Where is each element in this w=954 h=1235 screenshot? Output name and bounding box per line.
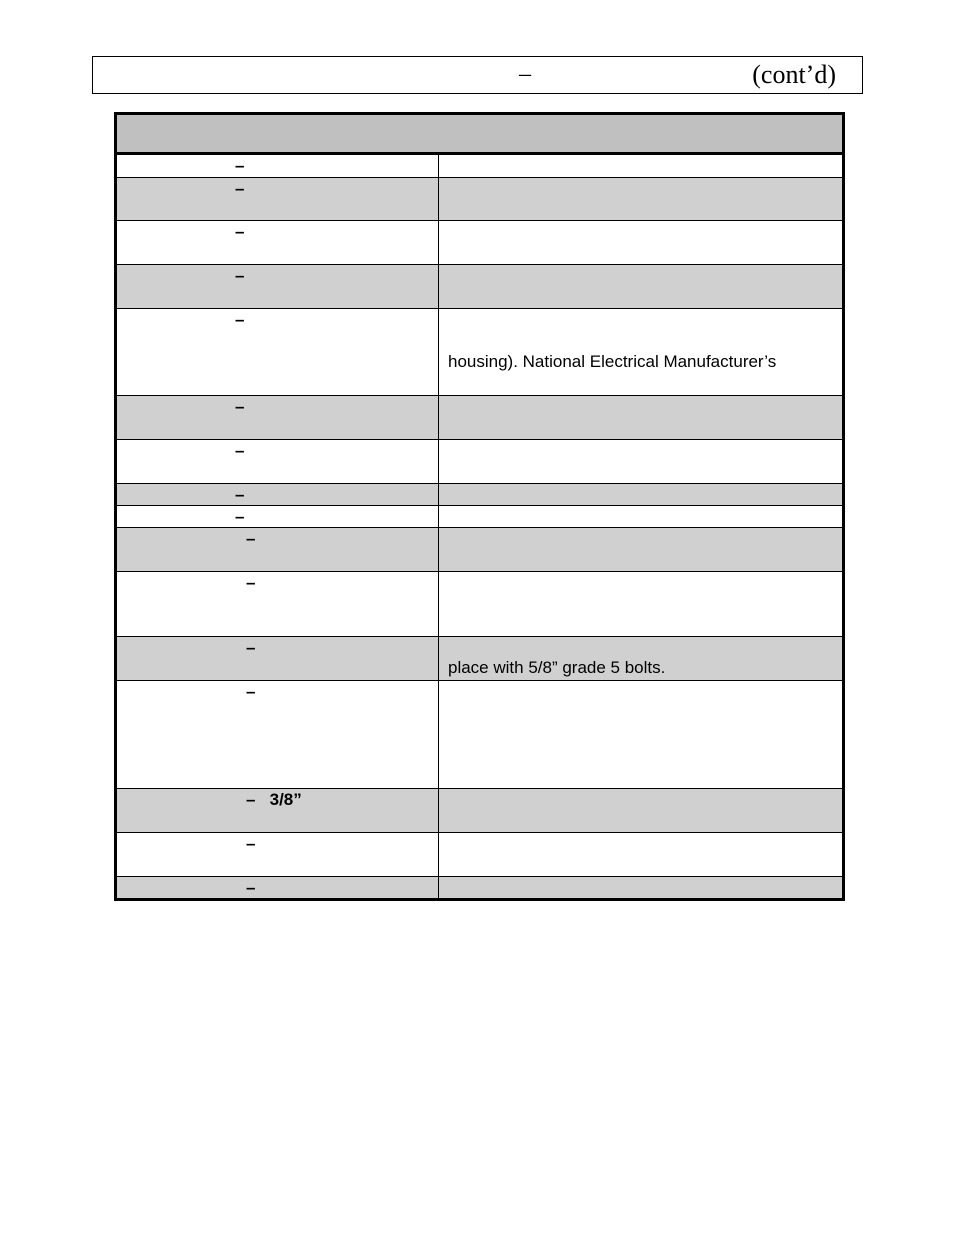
table-row <box>117 833 842 877</box>
section-header <box>92 56 863 94</box>
table-row <box>117 221 842 265</box>
row-description: housing). National Electrical Manufacturer’s <box>448 352 777 371</box>
row-key: – <box>235 441 245 460</box>
row-description: place with 5/8” grade 5 bolts. <box>448 658 666 677</box>
row-key: – <box>235 507 245 526</box>
row-key: – <box>235 179 245 198</box>
row-key: – <box>235 266 245 285</box>
row-key: – <box>246 682 256 701</box>
row-key: – 3/8” <box>246 790 302 809</box>
row-key: – <box>235 222 245 241</box>
table-row <box>117 155 842 178</box>
table-row <box>117 309 842 396</box>
table-row <box>117 637 842 681</box>
table-row <box>117 265 842 309</box>
table-row <box>117 396 842 440</box>
row-key: – <box>235 485 245 504</box>
table-row <box>117 484 842 506</box>
header-dash: – <box>519 61 531 87</box>
table-row <box>117 440 842 484</box>
table-row <box>117 877 842 898</box>
row-key: – <box>235 156 245 175</box>
specifications-table <box>114 112 845 901</box>
row-key: – <box>246 834 256 853</box>
table-title-row <box>117 115 842 155</box>
table-row <box>117 789 842 833</box>
row-key: – <box>246 878 256 897</box>
row-key: – <box>246 573 256 592</box>
row-key: – <box>246 638 256 657</box>
row-key: – <box>246 529 256 548</box>
table-row <box>117 572 842 637</box>
table-row <box>117 506 842 528</box>
header-continued-label: (cont’d) <box>752 60 836 89</box>
table-row <box>117 528 842 572</box>
table-row <box>117 681 842 789</box>
table-row <box>117 178 842 221</box>
row-key: – <box>235 310 245 329</box>
row-key: – <box>235 397 245 416</box>
